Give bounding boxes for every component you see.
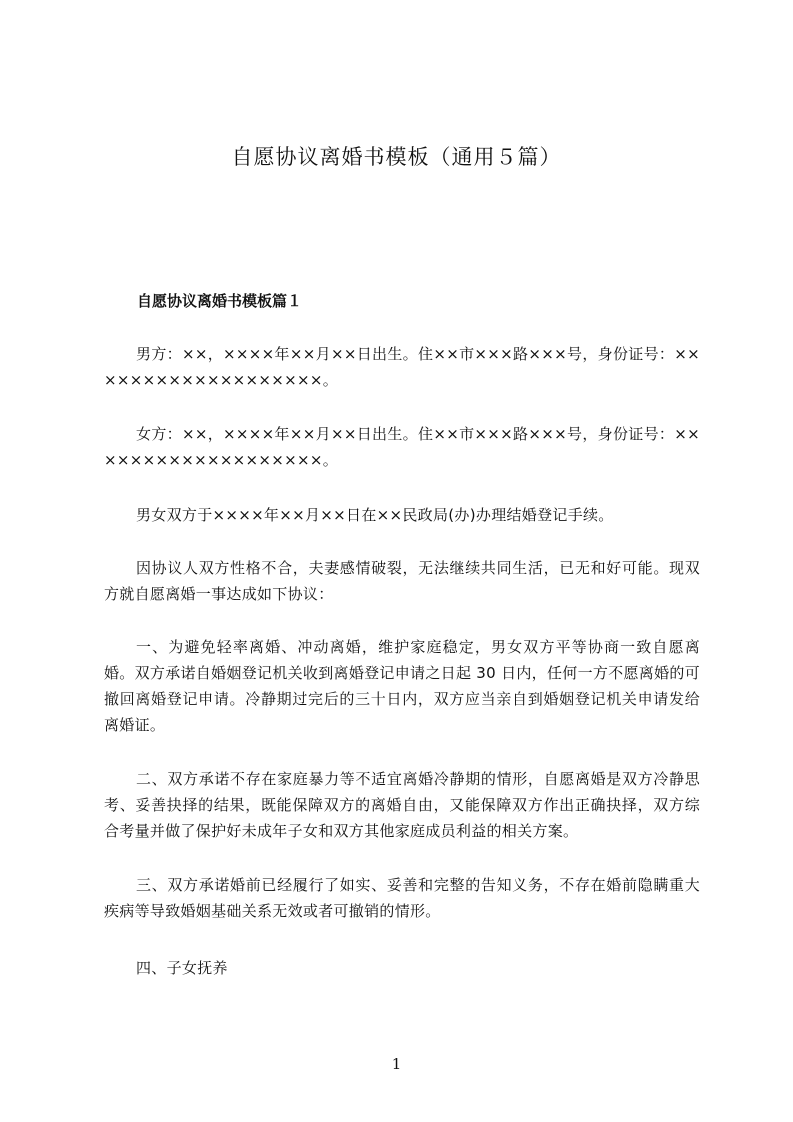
- paragraph-divorce-reason: 因协议人双方性格不合，夫妻感情破裂，无法继续共同生活，已无和好可能。现双方就自愿离婚一事达成如下协议：: [104, 559, 700, 603]
- section-heading: 自愿协议离婚书模板篇１: [137, 292, 303, 310]
- paragraph-clause-three: 三、双方承诺婚前已经履行了如实、妥善和完整的告知义务，不存在婚前隐瞒重大疾病等导致婚姻基础关系无效或者可撤销的情形。: [104, 876, 700, 920]
- paragraph-clause-one: 一、为避免轻率离婚、冲动离婚，维护家庭稳定，男女双方平等协商一致自愿离婚。双方承诺自婚姻登记机关收到离婚登记申请之日起 30 日内，任何一方不愿离婚的可撤回离婚登记申请。冷静期过完后的三十日内，双方应当亲自到婚姻登记机关申请发给离婚证。: [104, 638, 700, 734]
- paragraph-wife-info: 女方：××，××××年××月××日出生。住××市×××路×××号，身份证号：×××××××××××××××××××。: [104, 425, 700, 469]
- paragraph-clause-two: 二、双方承诺不存在家庭暴力等不适宜离婚冷静期的情形，自愿离婚是双方冷静思考、妥善抉择的结果，既能保障双方的离婚自由，又能保障双方作出正确抉择，双方综合考量并做了保护好未成年子女和双方其他家庭成员利益的相关方案。: [104, 770, 700, 840]
- page-number: 1: [391, 1055, 402, 1073]
- paragraph-clause-four-heading: 四、子女抚养: [136, 959, 228, 977]
- document-title: 自愿协议离婚书模板（通用５篇）: [231, 145, 562, 169]
- paragraph-husband-info: 男方：××，××××年××月××日出生。住××市×××路×××号，身份证号：×××××××××××××××××××。: [104, 345, 700, 389]
- paragraph-marriage-registration: 男女双方于××××年××月××日在××民政局(办)办理结婚登记手续。: [136, 506, 614, 524]
